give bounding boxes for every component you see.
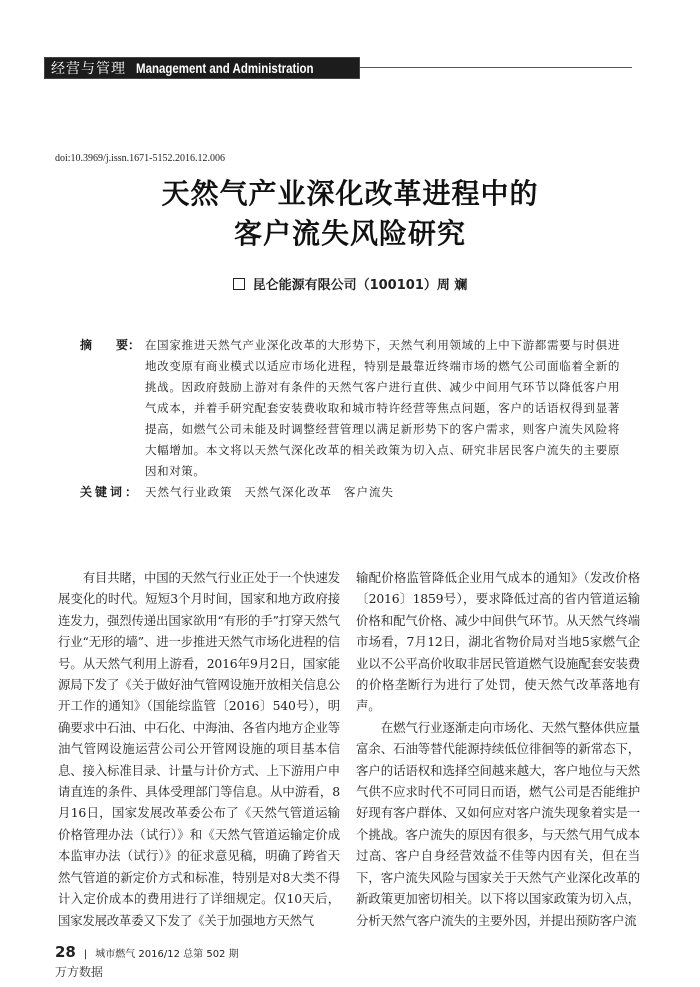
square-bullet-icon [233, 278, 245, 290]
keywords-list [145, 482, 620, 503]
header-rule [360, 67, 632, 68]
section-header-band [44, 57, 360, 79]
watermark: 万方数据 [55, 965, 104, 979]
keyword: 天然气深化改革 [244, 485, 332, 499]
journal-info: 城市燃气 2016/12 总第 502 期 [95, 949, 239, 960]
section-title-cn: 经营与管理 [51, 61, 126, 77]
author-affiliation: 昆仑能源有限公司（100101）周 斓 [252, 278, 468, 293]
keyword: 客户流失 [344, 485, 394, 499]
paper-title-line-1: 天然气产业深化改革进程中的 [161, 177, 539, 210]
body-paragraph: 在燃气行业逐渐走向市场化、天然气整体供应量富余、石油等替代能源持续低位徘徊等的新常态下，客户的话语权和选择空间越来越大，客户地位与天然气供不应求时代不可同日而语，燃气公司是否能维护好现有客户群体、又如何应对客户流失现象着实是一个挑战。客户流失的原因有很多，与天然气用气成本过高、客户自身经营效益不佳等内因有关，但在当下，客户流失风险与国家关于天然气产业深化改革的新政策更加密切相关。以下将以国家政策为切入点，分析天然气客户流失的主要外因，并提出预防客户流 [356, 719, 640, 928]
abstract-label-1: 摘 [80, 338, 93, 352]
abstract-row [80, 335, 620, 482]
author-line [0, 274, 700, 293]
page-footer [55, 943, 239, 961]
section-title-en: Management and Administration [136, 60, 314, 76]
body-column-left [58, 567, 340, 931]
abstract-text: 在国家推进天然气产业深化改革的大形势下，天然气利用领域的上中下游都需要与时俱进地改变原有商业模式以适应市场化进程，特别是最靠近终端市场的燃气公司面临着全新的挑战。因政府鼓励上游对有条件的天然气客户进行直供、减少中间用气环节以降低客户用气成本，并着手研究配套安装费收取和城市特许经营等焦点问题，客户的话语权得到显著提高，如燃气公司未能及时调整经营管理以满足新形势下的客户需求，则客户流失风险将大幅增加。本文将以天然气深化改革的相关政策为切入点、研究非居民客户流失的主要原因和对策。 [145, 338, 620, 478]
paper-title-line-2: 客户流失风险研究 [233, 217, 466, 250]
doi: doi:10.3969/j.issn.1671-5152.2016.12.006 [55, 153, 226, 164]
keywords-row [80, 482, 620, 503]
keyword: 天然气行业政策 [145, 485, 233, 499]
body-column-right [356, 567, 640, 931]
abstract-label-2: 要： [116, 338, 141, 352]
body-paragraph: 输配价格监管降低企业用气成本的通知》（发改价格〔2016〕1859号），要求降低过高的省内管道运输价格和配气价格、减少中间供气环节。从天然气终端市场看，7月12日，湖北省物价局对当地5家燃气企业以不公平高价收取非居民管道燃气设施配套安装费的价格垄断行为进行了处罚，使天然气改革落地有声。 [356, 570, 640, 714]
page-number: 28 [55, 943, 76, 961]
footer-separator: | [83, 949, 88, 960]
body-paragraph: 有目共睹，中国的天然气行业正处于一个快速发展变化的时代。短短3个月时间，国家和地方政府接连发力，强烈传递出国家欲用“有形的手”打穿天然气行业“无形的墙”、进一步推进天然气市场化进程的信号。从天然气利用上游看，2016年9月2日，国家能源局下发了《关于做好油气管网设施开放相关信息公开工作的通知》（国能综监管〔2016〕540号），明确要求中石油、中石化、中海油、各省内地方企业等油气管网设施运营公司公开管网设施的项目基本信息、接入标准目录、计量与计价方式、上下游用户申请直连的条件、具体受理部门等信息。从中游看，8月16日，国家发展改革委公布了《天然气管道运输价格管理办法（试行）》和《天然气管道运输定价成本监审办法（试行）》的征求意见稿，明确了跨省天然气管道的新定价方式和标准，特别是对8大类不得计入定价成本的费用进行了详细规定。仅10天后，国家发展改革委又下发了《关于加强地方天然气 [58, 570, 340, 928]
abstract-label [80, 335, 145, 356]
keywords-label: 关键词： [80, 485, 141, 499]
abstract-block [80, 335, 620, 503]
